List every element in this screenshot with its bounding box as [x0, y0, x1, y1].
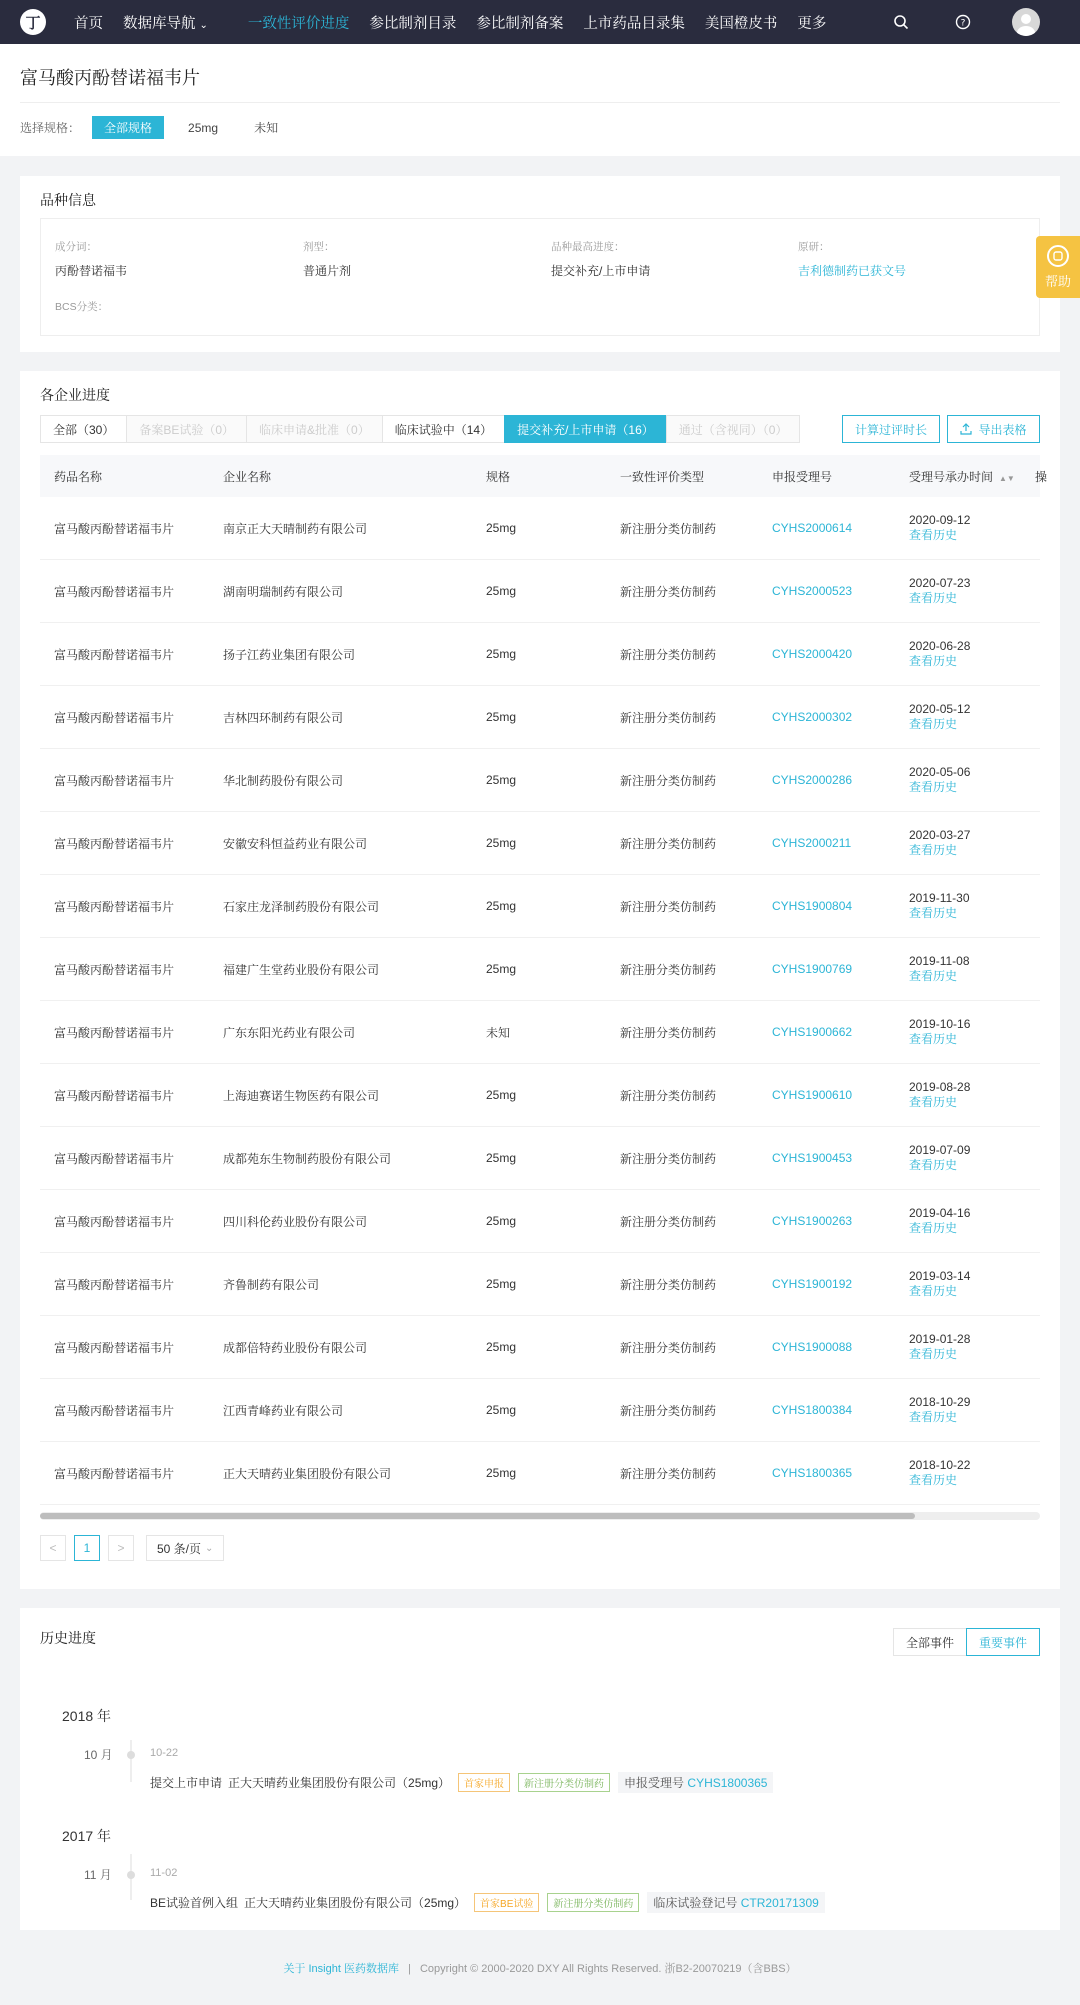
cell-type: 新注册分类仿制药 — [620, 1088, 717, 1103]
nav-listed-drugs[interactable]: 上市药品目录集 — [583, 15, 685, 32]
cell-date — [909, 1395, 970, 1425]
footer-copyright: Copyright © 2000-2020 DXY All Rights Reserved. 浙B2-20070219（含BBS） — [419, 1963, 797, 1975]
help-icon — [1047, 245, 1069, 267]
help-label: 帮助 — [1044, 273, 1071, 289]
cell-spec: 25mg — [486, 962, 517, 976]
type-badge: 新注册分类仿制药 — [518, 1773, 610, 1792]
cell-date — [909, 1332, 970, 1362]
cell-type: 新注册分类仿制药 — [620, 647, 717, 662]
view-history-link[interactable]: 查看历史 — [909, 654, 958, 668]
company-progress-title: 各企业进度 — [40, 387, 110, 403]
cell-date — [909, 1206, 970, 1236]
nav-reference-filing[interactable]: 参比制剂备案 — [476, 15, 564, 32]
cell-type: 新注册分类仿制药 — [620, 710, 717, 725]
view-history-link[interactable]: 查看历史 — [909, 1221, 958, 1235]
cell-company: 石家庄龙泽制药股份有限公司 — [223, 899, 380, 914]
cell-drug-name: 富马酸丙酚替诺福韦片 — [54, 1403, 175, 1418]
important-events-button[interactable]: 重要事件 — [966, 1628, 1040, 1656]
view-history-link[interactable]: 查看历史 — [909, 1095, 958, 1109]
variety-info-card — [20, 176, 1060, 352]
cell-type: 新注册分类仿制药 — [620, 1214, 717, 1229]
view-history-link[interactable]: 查看历史 — [909, 1347, 958, 1361]
col-action: 操 — [1035, 469, 1048, 484]
cell-company: 安徽安科恒益药业有限公司 — [223, 836, 368, 851]
cell-type: 新注册分类仿制药 — [620, 1403, 717, 1418]
scrollbar-thumb[interactable] — [40, 1513, 915, 1519]
cell-date — [909, 576, 970, 606]
cell-drug-name: 富马酸丙酚替诺福韦片 — [54, 1214, 175, 1229]
origin-link[interactable]: 吉利德制药已获文号 — [798, 264, 907, 278]
cell-spec: 25mg — [486, 1151, 517, 1165]
cell-date-value: 2020-09-12 — [909, 513, 971, 527]
view-history-link[interactable]: 查看历史 — [909, 1284, 958, 1298]
cell-company: 成都苑东生物制药股份有限公司 — [223, 1151, 392, 1166]
cell-type: 新注册分类仿制药 — [620, 1151, 717, 1166]
tab-passed[interactable]: 通过（含视同）（0） — [666, 415, 801, 443]
spec-label: 选择规格： — [20, 121, 81, 135]
cell-drug-name: 富马酸丙酚替诺福韦片 — [54, 710, 175, 725]
cell-type: 新注册分类仿制药 — [620, 962, 717, 977]
cell-spec: 25mg — [486, 773, 517, 787]
cell-company: 湖南明瑞制药有限公司 — [223, 584, 344, 599]
table-row — [40, 812, 1040, 875]
nav-menu — [74, 0, 846, 44]
calc-duration-button[interactable]: 计算过评时长 — [842, 415, 940, 443]
cell-acceptance-no-link[interactable]: CYHS1900263 — [772, 1214, 853, 1228]
spec-selector — [20, 116, 290, 139]
cell-type: 新注册分类仿制药 — [620, 1025, 717, 1040]
tab-all[interactable]: 全部（30） — [40, 415, 127, 443]
cell-acceptance-no-link[interactable]: CYHS1900192 — [772, 1277, 853, 1291]
cell-spec: 25mg — [486, 836, 517, 850]
cell-date — [909, 639, 970, 669]
cell-drug-name: 富马酸丙酚替诺福韦片 — [54, 1088, 175, 1103]
cell-type: 新注册分类仿制药 — [620, 1277, 717, 1292]
company-table — [40, 455, 1048, 1505]
cell-date-value: 2020-03-27 — [909, 828, 971, 842]
table-body — [40, 497, 1040, 1505]
search-icon[interactable] — [892, 13, 910, 31]
help-button[interactable] — [1036, 236, 1080, 298]
cell-company: 四川科伦药业股份有限公司 — [223, 1214, 368, 1229]
spec-option-all[interactable]: 全部规格 — [92, 116, 164, 139]
cell-company: 广东东阳光药业有限公司 — [223, 1025, 356, 1040]
tag-label: 申报受理号 — [624, 1776, 685, 1790]
cell-date-value: 2019-04-16 — [909, 1206, 971, 1220]
cell-company: 南京正大天晴制药有限公司 — [223, 521, 368, 536]
view-history-link[interactable]: 查看历史 — [909, 1032, 958, 1046]
cell-acceptance-no-link[interactable]: CYHS1800384 — [772, 1403, 853, 1417]
cell-spec: 25mg — [486, 1340, 517, 1354]
cell-type: 新注册分类仿制药 — [620, 1466, 717, 1481]
table-row — [40, 1190, 1040, 1253]
cell-spec: 25mg — [486, 584, 517, 598]
cell-spec: 25mg — [486, 1088, 517, 1102]
cell-drug-name: 富马酸丙酚替诺福韦片 — [54, 1151, 175, 1166]
cell-spec: 25mg — [486, 647, 517, 661]
event-company: 正大天晴药业集团股份有限公司（25mg） — [244, 1896, 467, 1910]
info-progress — [551, 239, 650, 279]
history-title: 历史进度 — [40, 1630, 96, 1646]
cell-drug-name: 富马酸丙酚替诺福韦片 — [54, 521, 175, 536]
timeline-line — [130, 1740, 132, 1782]
cell-date-value: 2020-07-23 — [909, 576, 971, 590]
help-circle-icon[interactable] — [954, 13, 972, 31]
tab-clinical-application[interactable]: 临床申请&批准（0） — [246, 415, 383, 443]
table-row — [40, 749, 1040, 812]
table-row — [40, 497, 1040, 560]
cell-date-value: 2019-07-09 — [909, 1143, 971, 1157]
table-row — [40, 686, 1040, 749]
cell-acceptance-no-link[interactable]: CYHS1900804 — [772, 899, 853, 913]
cell-acceptance-no-link[interactable]: CYHS1900088 — [772, 1340, 853, 1354]
table-row — [40, 1127, 1040, 1190]
cell-date — [909, 513, 970, 543]
table-row — [40, 1253, 1040, 1316]
next-page-button[interactable]: > — [108, 1535, 134, 1561]
cell-company: 扬子江药业集团有限公司 — [223, 647, 356, 662]
cell-drug-name: 富马酸丙酚替诺福韦片 — [54, 1277, 175, 1292]
view-history-link[interactable]: 查看历史 — [909, 843, 958, 857]
cell-company: 吉林四环制药有限公司 — [223, 710, 344, 725]
logo[interactable]: 丁 — [20, 9, 46, 35]
cell-date — [909, 954, 970, 984]
cell-company: 福建广生堂药业股份有限公司 — [223, 962, 380, 977]
table-row — [40, 1316, 1040, 1379]
cell-spec: 25mg — [486, 1466, 517, 1480]
info-label: 剂型： — [303, 241, 335, 253]
cell-company: 江西青峰药业有限公司 — [223, 1403, 344, 1418]
table-row — [40, 1001, 1040, 1064]
cell-acceptance-no-link[interactable]: CYHS1900610 — [772, 1088, 853, 1102]
view-history-link[interactable]: 查看历史 — [909, 969, 958, 983]
cell-drug-name: 富马酸丙酚替诺福韦片 — [54, 584, 175, 599]
trial-no-link[interactable]: CTR20171309 — [740, 1896, 819, 1910]
cell-date — [909, 1017, 970, 1047]
tab-clinical-trial[interactable]: 临床试验中（14） — [382, 415, 505, 443]
view-history-link[interactable]: 查看历史 — [909, 528, 958, 542]
view-history-link[interactable]: 查看历史 — [909, 1410, 958, 1424]
table-row — [40, 1442, 1040, 1505]
info-dosage — [303, 239, 351, 279]
cell-date — [909, 1080, 970, 1110]
nav-database[interactable] — [123, 12, 208, 33]
timeline-date: 10-22 — [150, 1747, 179, 1759]
info-label: BCS分类： — [55, 301, 109, 313]
col-date-label: 受理号承办时间 — [909, 469, 994, 484]
tag-label: 临床试验登记号 — [653, 1896, 738, 1910]
first-filing-badge: 首家申报 — [458, 1773, 510, 1792]
timeline-event — [150, 1892, 825, 1913]
cell-date — [909, 1143, 970, 1173]
info-label: 原研： — [798, 241, 830, 253]
info-label: 成分词： — [55, 241, 97, 253]
cell-date — [909, 702, 970, 732]
cell-spec: 25mg — [486, 899, 517, 913]
cell-acceptance-no-link[interactable]: CYHS1900662 — [772, 1025, 853, 1039]
variety-info-box — [40, 218, 1040, 336]
table-row — [40, 938, 1040, 1001]
cell-drug-name: 富马酸丙酚替诺福韦片 — [54, 773, 175, 788]
footer — [0, 1960, 1080, 1976]
timeline-year: 2018 年 — [62, 1708, 112, 1724]
info-value: 提交补充/上市申请 — [551, 264, 651, 278]
info-value: 普通片剂 — [303, 264, 352, 278]
footer-about-link[interactable]: 关于 Insight 医药数据库 — [283, 1963, 399, 1975]
cell-type: 新注册分类仿制药 — [620, 521, 717, 536]
cell-type: 新注册分类仿制药 — [620, 899, 717, 914]
cell-drug-name: 富马酸丙酚替诺福韦片 — [54, 1466, 175, 1481]
col-date[interactable] — [909, 468, 1015, 485]
divider — [20, 102, 1060, 103]
cell-date — [909, 828, 970, 858]
cell-company: 成都倍特药业股份有限公司 — [223, 1340, 368, 1355]
title-panel — [0, 44, 1080, 156]
page-size-label: 50 条/页 — [157, 1541, 202, 1556]
cell-date-value: 2019-10-16 — [909, 1017, 971, 1031]
timeline-dot — [127, 1751, 135, 1759]
cell-date-value: 2019-11-08 — [909, 954, 970, 968]
table-row — [40, 623, 1040, 686]
cell-spec: 未知 — [486, 1025, 511, 1040]
nav-orange-book[interactable]: 美国橙皮书 — [704, 15, 778, 32]
cell-company: 正大天晴药业集团股份有限公司 — [223, 1466, 392, 1481]
col-acceptance-no: 申报受理号 — [772, 469, 833, 484]
acceptance-no-tag — [618, 1772, 773, 1793]
cell-drug-name: 富马酸丙酚替诺福韦片 — [54, 899, 175, 914]
export-label: 导出表格 — [978, 422, 1027, 437]
cell-company: 华北制药股份有限公司 — [223, 773, 344, 788]
event-filter — [893, 1628, 1040, 1656]
cell-spec: 25mg — [486, 1403, 517, 1417]
view-history-link[interactable]: 查看历史 — [909, 906, 958, 920]
cell-acceptance-no-link[interactable]: CYHS2000614 — [772, 521, 853, 535]
event-company: 正大天晴药业集团股份有限公司（25mg） — [228, 1776, 451, 1790]
table-row — [40, 1379, 1040, 1442]
type-badge: 新注册分类仿制药 — [547, 1893, 639, 1912]
tab-submitted[interactable]: 提交补充/上市申请（16） — [504, 415, 667, 443]
cell-company: 齐鲁制药有限公司 — [223, 1277, 320, 1292]
cell-date-value: 2020-05-06 — [909, 765, 971, 779]
top-nav — [0, 0, 1080, 44]
cell-spec: 25mg — [486, 1277, 517, 1291]
export-icon — [960, 423, 972, 435]
info-value: 丙酚替诺福韦 — [55, 264, 128, 278]
variety-info-title: 品种信息 — [40, 192, 96, 208]
nav-reference-catalog[interactable]: 参比制剂目录 — [369, 15, 457, 32]
table-header — [40, 455, 1048, 497]
col-drug-name: 药品名称 — [54, 469, 103, 484]
cell-acceptance-no-link[interactable]: CYHS1800365 — [772, 1466, 853, 1480]
col-company: 企业名称 — [223, 469, 272, 484]
export-button[interactable] — [947, 415, 1040, 443]
view-history-link[interactable]: 查看历史 — [909, 1473, 958, 1487]
cell-date — [909, 891, 970, 921]
cell-date-value: 2020-05-12 — [909, 702, 971, 716]
col-spec: 规格 — [486, 469, 511, 484]
view-history-link[interactable]: 查看历史 — [909, 780, 958, 794]
cell-date — [909, 765, 970, 795]
first-be-badge: 首家BE试验 — [474, 1893, 539, 1912]
cell-acceptance-no-link[interactable]: CYHS2000302 — [772, 710, 853, 724]
cell-acceptance-no-link[interactable]: CYHS2000211 — [772, 836, 852, 850]
cell-type: 新注册分类仿制药 — [620, 836, 717, 851]
cell-spec: 25mg — [486, 521, 517, 535]
page-size-select[interactable] — [146, 1535, 224, 1561]
cell-drug-name: 富马酸丙酚替诺福韦片 — [54, 962, 175, 977]
cell-acceptance-no-link[interactable]: CYHS2000286 — [772, 773, 853, 787]
cell-drug-name: 富马酸丙酚替诺福韦片 — [54, 1340, 175, 1355]
history-card — [20, 1608, 1060, 1930]
cell-spec: 25mg — [486, 1214, 517, 1228]
cell-acceptance-no-link[interactable]: CYHS2000420 — [772, 647, 853, 661]
cell-drug-name: 富马酸丙酚替诺福韦片 — [54, 1025, 175, 1040]
company-progress-card — [20, 371, 1060, 1589]
cell-type: 新注册分类仿制药 — [620, 584, 717, 599]
timeline-month: 10 月 — [84, 1748, 113, 1762]
nav-database-label: 数据库导航 — [123, 15, 196, 32]
timeline-event — [150, 1772, 773, 1793]
cell-acceptance-no-link[interactable]: CYHS1900769 — [772, 962, 853, 976]
cell-type: 新注册分类仿制药 — [620, 773, 717, 788]
status-tabs — [40, 415, 800, 443]
page-title: 富马酸丙酚替诺福韦片 — [20, 68, 200, 88]
chevron-down-icon: ⌄ — [205, 1542, 214, 1554]
chevron-down-icon: ⌄ — [199, 19, 208, 31]
cell-drug-name: 富马酸丙酚替诺福韦片 — [54, 836, 175, 851]
cell-date-value: 2019-08-28 — [909, 1080, 971, 1094]
info-ingredient — [55, 239, 127, 279]
cell-date-value: 2018-10-29 — [909, 1395, 971, 1409]
cell-type: 新注册分类仿制药 — [620, 1340, 717, 1355]
col-type: 一致性评价类型 — [620, 469, 705, 484]
table-row — [40, 560, 1040, 623]
cell-date-value: 2019-01-28 — [909, 1332, 971, 1346]
nav-more[interactable]: 更多 — [797, 15, 827, 32]
view-history-link[interactable]: 查看历史 — [909, 591, 958, 605]
cell-date — [909, 1269, 970, 1299]
cell-date-value: 2020-06-28 — [909, 639, 971, 653]
acceptance-no-link[interactable]: CYHS1800365 — [687, 1776, 768, 1790]
view-history-link[interactable]: 查看历史 — [909, 717, 958, 731]
cell-date-value: 2019-11-30 — [909, 891, 970, 905]
timeline-dot — [127, 1871, 135, 1879]
table-row — [40, 1064, 1040, 1127]
pagination — [40, 1535, 224, 1561]
all-events-button[interactable]: 全部事件 — [893, 1628, 967, 1656]
footer-separator: | — [408, 1963, 411, 1975]
spec-option-25mg[interactable]: 25mg — [188, 120, 219, 135]
avatar[interactable] — [1012, 8, 1040, 36]
sort-icon[interactable]: ▲▼ — [999, 473, 1015, 483]
table-row — [40, 875, 1040, 938]
timeline-year: 2017 年 — [62, 1828, 112, 1844]
event-name: BE试验首例入组 — [150, 1896, 239, 1910]
view-history-link[interactable]: 查看历史 — [909, 1158, 958, 1172]
spec-option-unknown[interactable]: 未知 — [254, 121, 279, 135]
cell-acceptance-no-link[interactable]: CYHS2000523 — [772, 584, 853, 598]
tab-be-filing[interactable]: 备案BE试验（0） — [126, 415, 247, 443]
nav-home[interactable]: 首页 — [74, 15, 103, 32]
cell-date — [909, 1458, 970, 1488]
svg-text:?: ? — [960, 18, 966, 29]
nav-right — [848, 0, 1040, 44]
info-origin — [798, 239, 906, 279]
cell-drug-name: 富马酸丙酚替诺福韦片 — [54, 647, 175, 662]
info-bcs — [55, 299, 108, 322]
nav-consistency-progress[interactable]: 一致性评价进度 — [247, 15, 350, 32]
cell-spec: 25mg — [486, 710, 517, 724]
timeline-month: 11 月 — [84, 1868, 112, 1882]
event-name: 提交上市申请 — [150, 1776, 223, 1790]
trial-no-tag — [647, 1892, 824, 1913]
timeline-date: 11-02 — [150, 1867, 178, 1879]
cell-date-value: 2018-10-22 — [909, 1458, 971, 1472]
cell-company: 上海迪赛诺生物医药有限公司 — [223, 1088, 380, 1103]
horizontal-scrollbar[interactable] — [40, 1512, 1040, 1520]
prev-page-button[interactable]: < — [40, 1535, 66, 1561]
info-label: 品种最高进度： — [551, 241, 625, 253]
cell-acceptance-no-link[interactable]: CYHS1900453 — [772, 1151, 853, 1165]
page-button[interactable]: 1 — [74, 1535, 100, 1561]
cell-date-value: 2019-03-14 — [909, 1269, 971, 1283]
